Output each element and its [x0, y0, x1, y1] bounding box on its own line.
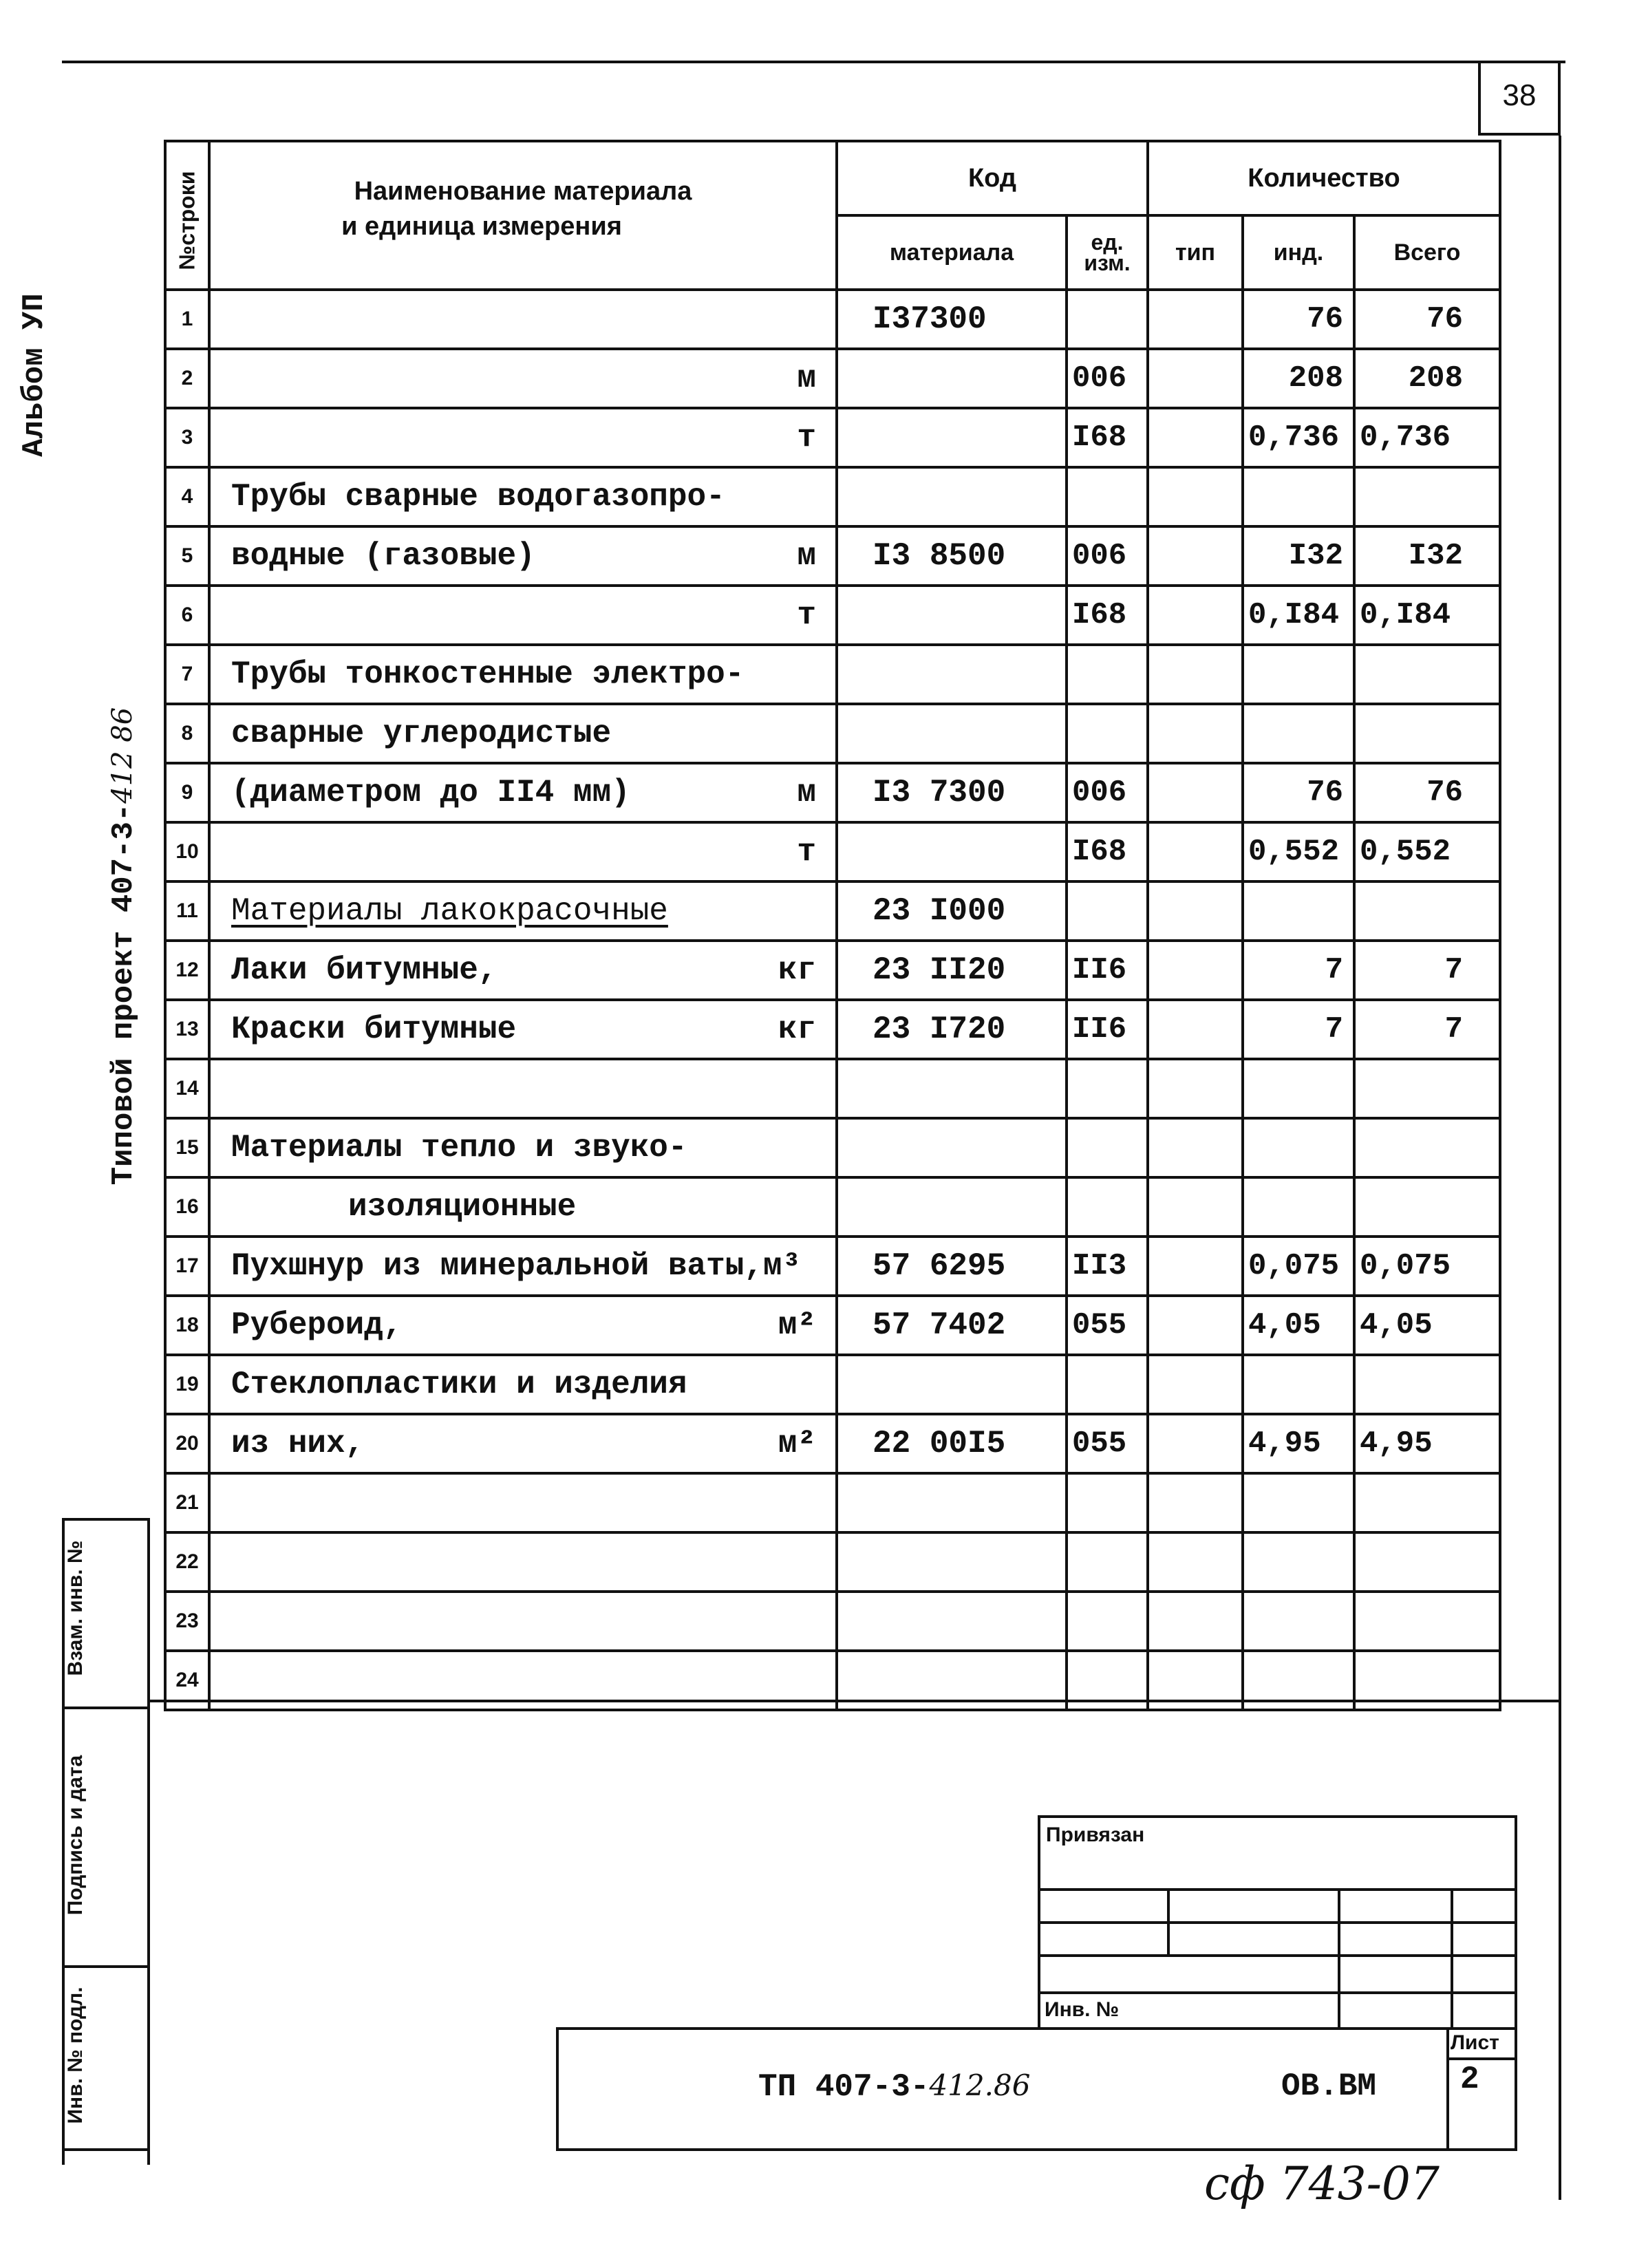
material-code: I37300	[837, 290, 1067, 349]
privyazan-label: Привязан	[1046, 1823, 1145, 1846]
table-row	[165, 763, 1500, 822]
material-name: из них,	[231, 1426, 365, 1462]
qty-ind: 76	[1243, 763, 1354, 822]
qty-ind	[1243, 1473, 1354, 1532]
qty-type	[1148, 1355, 1243, 1414]
table-row	[165, 822, 1500, 881]
qty-type	[1148, 1414, 1243, 1473]
sheet-box-divider	[1446, 2057, 1515, 2060]
bottom-handwritten-note: сф 743-07	[1204, 2157, 1440, 2210]
material-code	[837, 467, 1067, 526]
header-quantity: Количество	[1148, 141, 1500, 215]
qty-ind: 0,736	[1243, 408, 1354, 467]
material-name: Краски битумные	[231, 1012, 517, 1047]
tb-hline-3	[1040, 1954, 1517, 1957]
qty-type	[1148, 1592, 1243, 1651]
material-name-cell	[209, 1355, 837, 1414]
material-name-cell	[209, 704, 837, 763]
qty-type	[1148, 1296, 1243, 1355]
row-number: 14	[165, 1059, 209, 1118]
material-name-cell	[209, 1118, 837, 1177]
qty-total	[1354, 1177, 1500, 1237]
material-name-cell	[209, 1177, 837, 1237]
header-qty-type: тип	[1148, 215, 1243, 290]
row-number: 10	[165, 822, 209, 881]
side-stamp-inv-podl: Инв. № подл.	[64, 1987, 87, 2124]
material-name-cell	[209, 1000, 837, 1059]
material-name-cell	[209, 1059, 837, 1118]
material-code	[837, 408, 1067, 467]
qty-type	[1148, 941, 1243, 1000]
qty-type	[1148, 349, 1243, 408]
qty-type	[1148, 881, 1243, 941]
qty-total: 7	[1354, 1000, 1500, 1059]
material-unit: т	[797, 420, 816, 456]
material-name-cell	[209, 645, 837, 704]
frame-mid-horizontal	[147, 1700, 1561, 1702]
table-row	[165, 881, 1500, 941]
unit-code: 006	[1067, 526, 1148, 586]
unit-code	[1067, 1118, 1148, 1177]
row-number: 20	[165, 1414, 209, 1473]
material-name-cell	[209, 467, 837, 526]
material-name: Материалы тепло и звуко-	[231, 1130, 687, 1166]
qty-total: I32	[1354, 526, 1500, 586]
qty-type	[1148, 704, 1243, 763]
unit-code	[1067, 1592, 1148, 1651]
unit-code: II6	[1067, 1000, 1148, 1059]
side-stamp-vzam: Взам. инв. №	[64, 1540, 87, 1676]
title-block-upper	[1038, 1815, 1517, 2030]
table-row	[165, 290, 1500, 349]
qty-type	[1148, 586, 1243, 645]
row-number: 6	[165, 586, 209, 645]
material-name: Стеклопластики и изделия	[231, 1367, 687, 1402]
doc-mark: ОВ.ВМ	[1281, 2068, 1377, 2104]
qty-total	[1354, 467, 1500, 526]
material-code	[837, 645, 1067, 704]
material-unit: м	[797, 775, 816, 811]
qty-ind: 4,05	[1243, 1296, 1354, 1355]
material-unit: кг	[778, 1012, 816, 1047]
row-number: 4	[165, 467, 209, 526]
table-row	[165, 1059, 1500, 1118]
qty-type	[1148, 1473, 1243, 1532]
material-name: изоляционные	[348, 1189, 577, 1225]
material-unit: кг	[778, 952, 816, 988]
unit-code	[1067, 1059, 1148, 1118]
qty-total: 7	[1354, 941, 1500, 1000]
material-code	[837, 1592, 1067, 1651]
frame-left-lower	[147, 1700, 150, 2151]
material-name-cell	[209, 1532, 837, 1592]
qty-type	[1148, 290, 1243, 349]
material-code	[837, 1059, 1067, 1118]
material-code	[837, 1177, 1067, 1237]
right-frame	[1559, 136, 1561, 2200]
qty-total	[1354, 704, 1500, 763]
material-name-cell	[209, 1414, 837, 1473]
qty-total: 0,075	[1354, 1237, 1500, 1296]
qty-type	[1148, 822, 1243, 881]
header-qty-ind: инд.	[1243, 215, 1354, 290]
qty-ind: 0,I84	[1243, 586, 1354, 645]
table-row	[165, 1177, 1500, 1237]
header-code-unit: ед. изм.	[1067, 215, 1148, 290]
material-unit: м²	[778, 1426, 816, 1462]
material-name: Рубероид,	[231, 1307, 403, 1343]
qty-ind: 7	[1243, 941, 1354, 1000]
unit-code	[1067, 290, 1148, 349]
header-code: Код	[837, 141, 1148, 215]
table-row	[165, 586, 1500, 645]
side-stamp-div-1	[62, 1707, 150, 1709]
table-row	[165, 526, 1500, 586]
material-name: (диаметром до II4 мм)	[231, 775, 630, 811]
qty-ind: I32	[1243, 526, 1354, 586]
material-name: Материалы лакокрасочные	[231, 893, 668, 929]
tb-hline-4	[1040, 1991, 1517, 1994]
qty-total: 4,95	[1354, 1414, 1500, 1473]
unit-code	[1067, 645, 1148, 704]
album-label: Альбом УП	[17, 293, 52, 457]
material-name-cell	[209, 526, 837, 586]
row-number: 16	[165, 1177, 209, 1237]
material-unit: м²	[778, 1307, 816, 1343]
qty-ind	[1243, 467, 1354, 526]
header-row-1	[165, 141, 1500, 215]
unit-code	[1067, 1177, 1148, 1237]
doc-code-typed: ТП 407-3-	[758, 2069, 930, 2105]
sheet-number: 2	[1460, 2062, 1479, 2097]
unit-code	[1067, 1532, 1148, 1592]
material-code: I3 7300	[837, 763, 1067, 822]
table-row	[165, 408, 1500, 467]
qty-ind	[1243, 1355, 1354, 1414]
qty-total: 76	[1354, 290, 1500, 349]
project-label-handwritten: 412 86	[107, 707, 138, 804]
qty-total	[1354, 1355, 1500, 1414]
qty-type	[1148, 1532, 1243, 1592]
qty-total: 4,05	[1354, 1296, 1500, 1355]
qty-type	[1148, 467, 1243, 526]
qty-total	[1354, 1592, 1500, 1651]
qty-type	[1148, 1059, 1243, 1118]
qty-total: 0,I84	[1354, 586, 1500, 645]
qty-ind: 208	[1243, 349, 1354, 408]
table-row	[165, 1592, 1500, 1651]
unit-code	[1067, 1355, 1148, 1414]
qty-type	[1148, 1177, 1243, 1237]
unit-code	[1067, 704, 1148, 763]
material-code	[837, 1118, 1067, 1177]
doc-code-handwritten: 412.86	[929, 2068, 1031, 2102]
row-number: 15	[165, 1118, 209, 1177]
row-number: 5	[165, 526, 209, 586]
row-number: 9	[165, 763, 209, 822]
row-number: 8	[165, 704, 209, 763]
row-number: 18	[165, 1296, 209, 1355]
material-unit: т	[797, 834, 816, 870]
material-code: I3 8500	[837, 526, 1067, 586]
qty-type	[1148, 1118, 1243, 1177]
table-row	[165, 1296, 1500, 1355]
header-code-material: материала	[837, 215, 1067, 290]
row-number: 24	[165, 1651, 209, 1710]
material-code: 22 00I5	[837, 1414, 1067, 1473]
qty-total: 0,552	[1354, 822, 1500, 881]
material-code: 57 7402	[837, 1296, 1067, 1355]
qty-total	[1354, 1118, 1500, 1177]
doc-code	[758, 2068, 1030, 2105]
top-rule	[62, 61, 1565, 63]
qty-ind	[1243, 645, 1354, 704]
unit-code: I68	[1067, 586, 1148, 645]
row-number: 1	[165, 290, 209, 349]
material-name-cell	[209, 290, 837, 349]
material-name: Трубы тонкостенные электро-	[231, 656, 745, 692]
tb-hline-1	[1040, 1888, 1517, 1891]
material-name-cell	[209, 881, 837, 941]
material-code	[837, 704, 1067, 763]
qty-type	[1148, 1000, 1243, 1059]
material-name: Лаки битумные,	[231, 952, 498, 988]
qty-ind: 0,075	[1243, 1237, 1354, 1296]
material-code: 23 I720	[837, 1000, 1067, 1059]
unit-code	[1067, 467, 1148, 526]
project-label-typed: Типовой проект 407-3-	[107, 803, 141, 1186]
qty-ind: 0,552	[1243, 822, 1354, 881]
unit-code: 055	[1067, 1296, 1148, 1355]
material-code	[837, 586, 1067, 645]
material-unit: т	[797, 597, 816, 633]
material-unit: м	[797, 361, 816, 396]
page-number: 38	[1502, 78, 1537, 112]
material-name-cell	[209, 1473, 837, 1532]
material-name-cell	[209, 941, 837, 1000]
unit-code: 006	[1067, 763, 1148, 822]
material-name-cell	[209, 349, 837, 408]
header-name: Наименование материала и единица измерения	[209, 141, 837, 290]
side-stamp-bottom	[62, 2148, 150, 2151]
tb-vline-1	[1167, 1888, 1170, 1957]
table-row	[165, 1473, 1500, 1532]
qty-type	[1148, 526, 1243, 586]
title-block-main	[556, 2027, 1517, 2151]
unit-code	[1067, 1473, 1148, 1532]
row-number: 7	[165, 645, 209, 704]
sheet-label: Лист	[1451, 2031, 1499, 2054]
material-code	[837, 349, 1067, 408]
material-code	[837, 1532, 1067, 1592]
row-number: 23	[165, 1592, 209, 1651]
material-name-cell	[209, 1296, 837, 1355]
qty-ind	[1243, 881, 1354, 941]
material-name-cell	[209, 1592, 837, 1651]
unit-code	[1067, 881, 1148, 941]
material-name: сварные углеродистые	[231, 716, 612, 751]
material-name-cell	[209, 763, 837, 822]
qty-type	[1148, 763, 1243, 822]
qty-total	[1354, 881, 1500, 941]
qty-ind: 4,95	[1243, 1414, 1354, 1473]
material-name-cell	[209, 822, 837, 881]
qty-total: 208	[1354, 349, 1500, 408]
qty-ind: 7	[1243, 1000, 1354, 1059]
unit-code: II6	[1067, 941, 1148, 1000]
qty-total: 0,736	[1354, 408, 1500, 467]
row-number: 21	[165, 1473, 209, 1532]
table-row	[165, 1532, 1500, 1592]
material-code	[837, 1473, 1067, 1532]
unit-code: II3	[1067, 1237, 1148, 1296]
qty-total	[1354, 1059, 1500, 1118]
material-code	[837, 822, 1067, 881]
header-row-no: №строки	[165, 141, 209, 290]
project-label	[107, 678, 141, 1215]
material-name-cell	[209, 408, 837, 467]
qty-type	[1148, 408, 1243, 467]
material-name: водные (газовые)	[231, 538, 535, 574]
table-row	[165, 704, 1500, 763]
unit-code: I68	[1067, 822, 1148, 881]
material-unit: м	[797, 538, 816, 574]
material-code: 23 I000	[837, 881, 1067, 941]
material-name-cell	[209, 586, 837, 645]
table-row	[165, 467, 1500, 526]
header-qty-total: Всего	[1354, 215, 1500, 290]
table-row	[165, 1118, 1500, 1177]
row-number: 11	[165, 881, 209, 941]
material-name-cell	[209, 1237, 837, 1296]
row-number: 22	[165, 1532, 209, 1592]
tb-vline-3	[1451, 1888, 1453, 2030]
qty-total	[1354, 645, 1500, 704]
table-row	[165, 941, 1500, 1000]
unit-code: 055	[1067, 1414, 1148, 1473]
qty-total	[1354, 1473, 1500, 1532]
unit-code: I68	[1067, 408, 1148, 467]
table-row	[165, 1237, 1500, 1296]
sheet-box-left	[1446, 2030, 1449, 2148]
page-number-box	[1478, 63, 1561, 136]
qty-type	[1148, 1237, 1243, 1296]
materials-table	[164, 140, 1501, 1711]
qty-ind	[1243, 704, 1354, 763]
material-name: Пухшнур из минеральной ваты,м³	[231, 1248, 802, 1284]
qty-ind	[1243, 1118, 1354, 1177]
row-number: 12	[165, 941, 209, 1000]
qty-ind	[1243, 1532, 1354, 1592]
qty-type	[1148, 645, 1243, 704]
table-row	[165, 1000, 1500, 1059]
row-number: 19	[165, 1355, 209, 1414]
row-number: 17	[165, 1237, 209, 1296]
row-number: 2	[165, 349, 209, 408]
material-code	[837, 1355, 1067, 1414]
material-code: 23 II20	[837, 941, 1067, 1000]
row-number: 3	[165, 408, 209, 467]
table-row	[165, 645, 1500, 704]
side-stamp-podpis: Подпись и дата	[64, 1755, 87, 1916]
table-row	[165, 1414, 1500, 1473]
qty-ind	[1243, 1059, 1354, 1118]
table-row	[165, 1355, 1500, 1414]
material-name: Трубы сварные водогазопро-	[231, 479, 725, 515]
qty-ind	[1243, 1177, 1354, 1237]
inv-no-label: Инв. №	[1045, 1998, 1120, 2021]
qty-total	[1354, 1532, 1500, 1592]
tb-vline-2	[1338, 1888, 1340, 2030]
table-row	[165, 349, 1500, 408]
qty-ind: 76	[1243, 290, 1354, 349]
row-number: 13	[165, 1000, 209, 1059]
tb-hline-2	[1040, 1921, 1517, 1924]
material-code: 57 6295	[837, 1237, 1067, 1296]
unit-code: 006	[1067, 349, 1148, 408]
qty-ind	[1243, 1592, 1354, 1651]
qty-total: 76	[1354, 763, 1500, 822]
